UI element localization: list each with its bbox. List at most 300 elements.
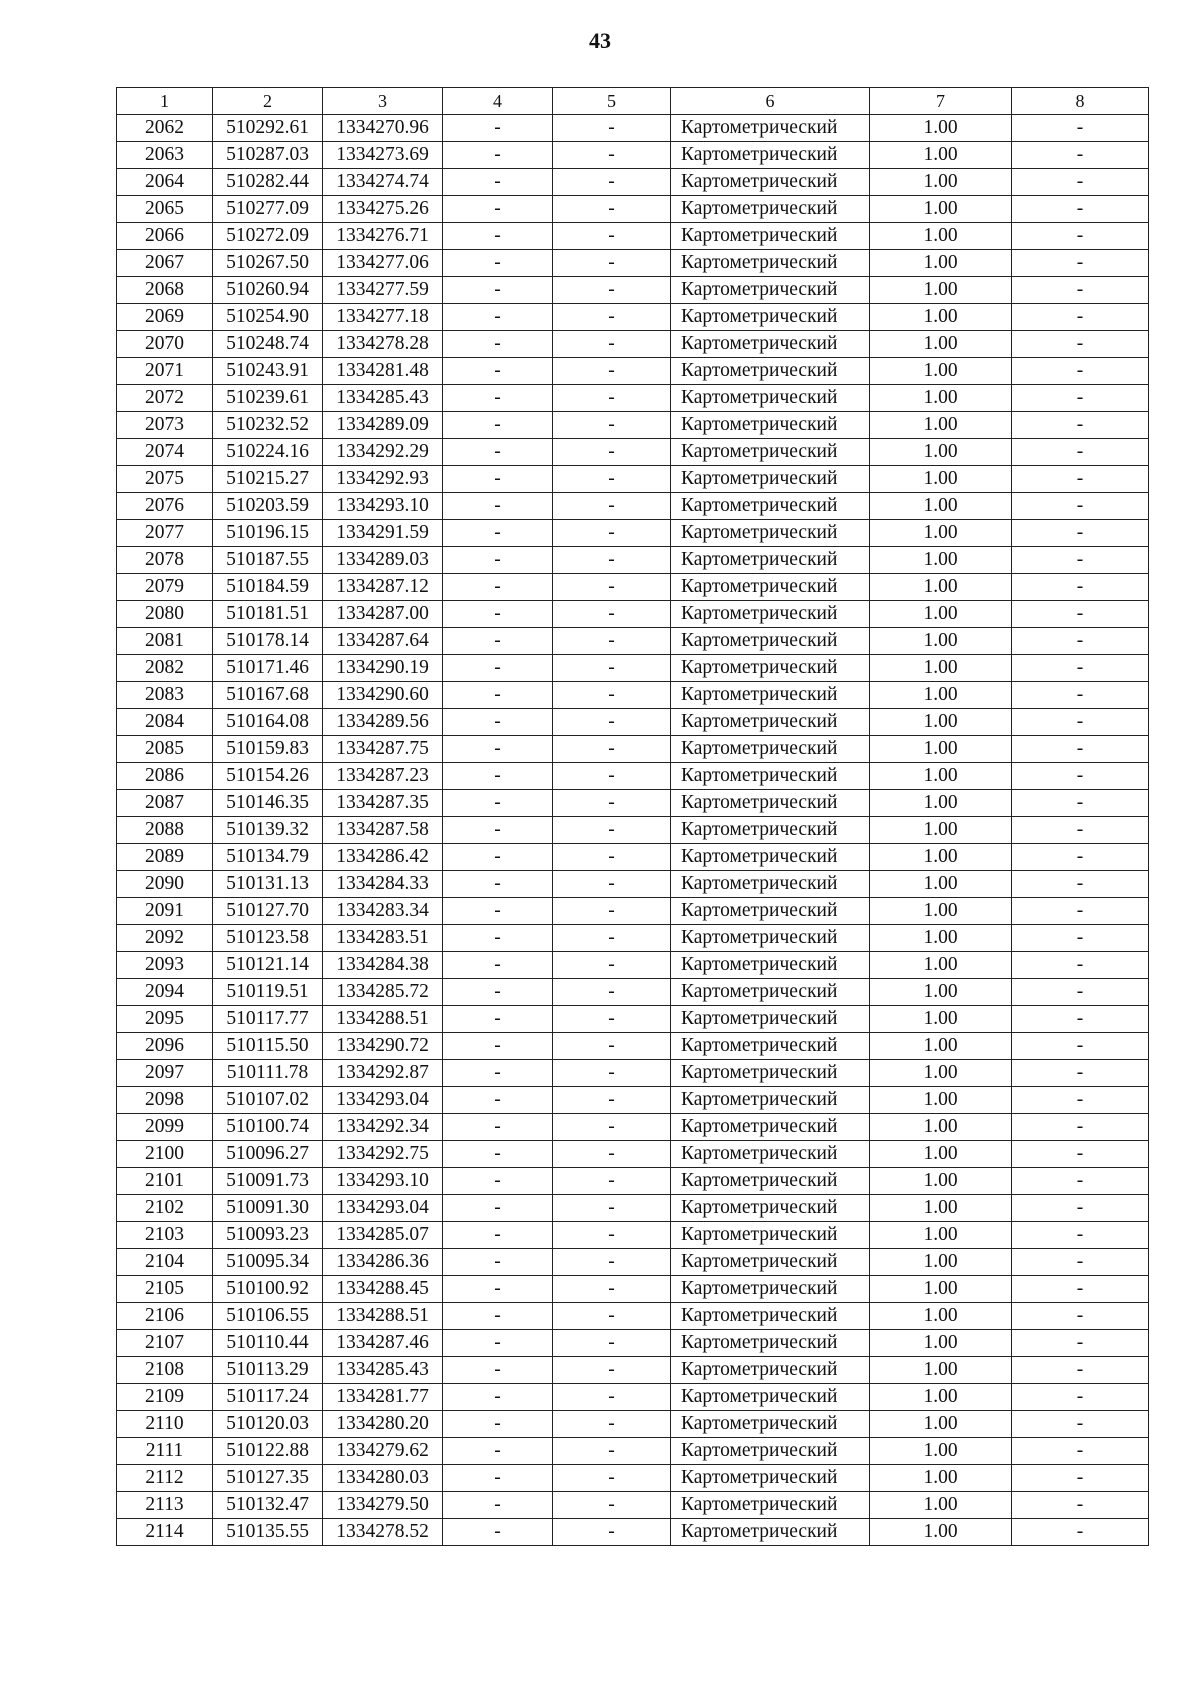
table-cell-col-1: 2091 <box>117 898 213 925</box>
table-cell-col-4: - <box>443 520 553 547</box>
table-cell-col-4: - <box>443 763 553 790</box>
table-cell-col-6: Картометрический <box>671 547 870 574</box>
table-cell-col-4: - <box>443 1357 553 1384</box>
table-cell-col-5: - <box>553 628 671 655</box>
table-cell-col-6: Картометрический <box>671 1438 870 1465</box>
table-cell-col-2: 510091.30 <box>213 1195 323 1222</box>
table-cell-col-6: Картометрический <box>671 1384 870 1411</box>
table-cell-col-8: - <box>1012 142 1149 169</box>
table-cell-col-7: 1.00 <box>870 493 1012 520</box>
table-row <box>117 358 1149 385</box>
table-cell-col-2: 510100.92 <box>213 1276 323 1303</box>
table-cell-col-6: Картометрический <box>671 1519 870 1546</box>
table-cell-col-3: 1334281.77 <box>323 1384 443 1411</box>
table-cell-col-3: 1334277.59 <box>323 277 443 304</box>
table-cell-col-5: - <box>553 169 671 196</box>
table-cell-col-2: 510243.91 <box>213 358 323 385</box>
table-cell-col-8: - <box>1012 223 1149 250</box>
table-cell-col-4: - <box>443 1411 553 1438</box>
table-cell-col-2: 510254.90 <box>213 304 323 331</box>
table-cell-col-5: - <box>553 196 671 223</box>
table-cell-col-2: 510127.35 <box>213 1465 323 1492</box>
table-cell-col-2: 510154.26 <box>213 763 323 790</box>
table-cell-col-1: 2077 <box>117 520 213 547</box>
table-cell-col-4: - <box>443 1141 553 1168</box>
table-cell-col-5: - <box>553 601 671 628</box>
table-cell-col-4: - <box>443 979 553 1006</box>
table-cell-col-7: 1.00 <box>870 304 1012 331</box>
table-cell-col-7: 1.00 <box>870 250 1012 277</box>
table-cell-col-2: 510096.27 <box>213 1141 323 1168</box>
table-cell-col-5: - <box>553 412 671 439</box>
column-header-1: 1 <box>117 88 213 115</box>
table-cell-col-3: 1334279.62 <box>323 1438 443 1465</box>
table-cell-col-2: 510110.44 <box>213 1330 323 1357</box>
table-cell-col-1: 2094 <box>117 979 213 1006</box>
table-cell-col-3: 1334287.23 <box>323 763 443 790</box>
table-cell-col-5: - <box>553 223 671 250</box>
table-cell-col-7: 1.00 <box>870 1006 1012 1033</box>
column-header-6: 6 <box>671 88 870 115</box>
table-cell-col-1: 2095 <box>117 1006 213 1033</box>
table-cell-col-5: - <box>553 1492 671 1519</box>
table-cell-col-1: 2098 <box>117 1087 213 1114</box>
table-cell-col-2: 510117.24 <box>213 1384 323 1411</box>
table-cell-col-3: 1334278.52 <box>323 1519 443 1546</box>
table-cell-col-4: - <box>443 1060 553 1087</box>
table-cell-col-5: - <box>553 655 671 682</box>
table-cell-col-5: - <box>553 709 671 736</box>
table-cell-col-8: - <box>1012 628 1149 655</box>
table-cell-col-8: - <box>1012 736 1149 763</box>
table-cell-col-4: - <box>443 682 553 709</box>
table-cell-col-8: - <box>1012 1411 1149 1438</box>
table-cell-col-3: 1334289.56 <box>323 709 443 736</box>
table-cell-col-6: Картометрический <box>671 1222 870 1249</box>
table-cell-col-7: 1.00 <box>870 385 1012 412</box>
table-cell-col-3: 1334275.26 <box>323 196 443 223</box>
table-cell-col-8: - <box>1012 466 1149 493</box>
table-cell-col-8: - <box>1012 601 1149 628</box>
table-cell-col-6: Картометрический <box>671 628 870 655</box>
table-cell-col-2: 510272.09 <box>213 223 323 250</box>
table-row <box>117 817 1149 844</box>
table-cell-col-6: Картометрический <box>671 412 870 439</box>
table-cell-col-4: - <box>443 547 553 574</box>
table-cell-col-5: - <box>553 1141 671 1168</box>
table-cell-col-2: 510159.83 <box>213 736 323 763</box>
table-row <box>117 844 1149 871</box>
table-cell-col-3: 1334287.64 <box>323 628 443 655</box>
table-cell-col-7: 1.00 <box>870 817 1012 844</box>
table-cell-col-5: - <box>553 736 671 763</box>
table-cell-col-4: - <box>443 1249 553 1276</box>
table-cell-col-1: 2113 <box>117 1492 213 1519</box>
table-cell-col-3: 1334277.18 <box>323 304 443 331</box>
table-cell-col-8: - <box>1012 250 1149 277</box>
table-cell-col-6: Картометрический <box>671 1114 870 1141</box>
table-cell-col-5: - <box>553 844 671 871</box>
table-cell-col-6: Картометрический <box>671 385 870 412</box>
table-cell-col-2: 510292.61 <box>213 115 323 142</box>
table-cell-col-8: - <box>1012 871 1149 898</box>
table-row <box>117 412 1149 439</box>
table-cell-col-7: 1.00 <box>870 898 1012 925</box>
table-cell-col-3: 1334285.07 <box>323 1222 443 1249</box>
column-header-7: 7 <box>870 88 1012 115</box>
table-cell-col-3: 1334287.46 <box>323 1330 443 1357</box>
table-cell-col-5: - <box>553 952 671 979</box>
table-cell-col-1: 2093 <box>117 952 213 979</box>
table-cell-col-3: 1334274.74 <box>323 169 443 196</box>
table-cell-col-7: 1.00 <box>870 196 1012 223</box>
table-cell-col-2: 510111.78 <box>213 1060 323 1087</box>
table-cell-col-8: - <box>1012 1114 1149 1141</box>
table-cell-col-8: - <box>1012 547 1149 574</box>
table-cell-col-3: 1334293.04 <box>323 1087 443 1114</box>
table-cell-col-3: 1334281.48 <box>323 358 443 385</box>
table-cell-col-8: - <box>1012 412 1149 439</box>
table-row <box>117 1222 1149 1249</box>
table-cell-col-5: - <box>553 1303 671 1330</box>
table-cell-col-1: 2100 <box>117 1141 213 1168</box>
table-cell-col-8: - <box>1012 277 1149 304</box>
table-cell-col-8: - <box>1012 1249 1149 1276</box>
table-cell-col-3: 1334287.00 <box>323 601 443 628</box>
table-cell-col-7: 1.00 <box>870 628 1012 655</box>
table-cell-col-6: Картометрический <box>671 763 870 790</box>
table-row <box>117 115 1149 142</box>
table-cell-col-7: 1.00 <box>870 169 1012 196</box>
table-cell-col-1: 2076 <box>117 493 213 520</box>
table-cell-col-3: 1334292.87 <box>323 1060 443 1087</box>
table-cell-col-5: - <box>553 1195 671 1222</box>
table-cell-col-5: - <box>553 763 671 790</box>
table-cell-col-7: 1.00 <box>870 412 1012 439</box>
table-cell-col-3: 1334280.20 <box>323 1411 443 1438</box>
table-cell-col-2: 510095.34 <box>213 1249 323 1276</box>
table-cell-col-3: 1334292.29 <box>323 439 443 466</box>
table-cell-col-6: Картометрический <box>671 250 870 277</box>
table-cell-col-6: Картометрический <box>671 331 870 358</box>
table-cell-col-6: Картометрический <box>671 142 870 169</box>
table-cell-col-4: - <box>443 925 553 952</box>
table-cell-col-3: 1334289.03 <box>323 547 443 574</box>
table-cell-col-1: 2104 <box>117 1249 213 1276</box>
table-cell-col-3: 1334270.96 <box>323 115 443 142</box>
table-cell-col-7: 1.00 <box>870 1384 1012 1411</box>
table-cell-col-7: 1.00 <box>870 223 1012 250</box>
table-cell-col-3: 1334287.35 <box>323 790 443 817</box>
table-cell-col-7: 1.00 <box>870 547 1012 574</box>
table-cell-col-8: - <box>1012 520 1149 547</box>
table-cell-col-4: - <box>443 655 553 682</box>
table-cell-col-6: Картометрический <box>671 223 870 250</box>
table-cell-col-5: - <box>553 1438 671 1465</box>
table-cell-col-4: - <box>443 790 553 817</box>
table-cell-col-7: 1.00 <box>870 763 1012 790</box>
table-cell-col-1: 2074 <box>117 439 213 466</box>
table-cell-col-2: 510146.35 <box>213 790 323 817</box>
table-cell-col-1: 2107 <box>117 1330 213 1357</box>
table-cell-col-7: 1.00 <box>870 871 1012 898</box>
table-cell-col-7: 1.00 <box>870 1330 1012 1357</box>
column-header-4: 4 <box>443 88 553 115</box>
table-cell-col-4: - <box>443 898 553 925</box>
table-cell-col-4: - <box>443 1438 553 1465</box>
table-row <box>117 1006 1149 1033</box>
table-row <box>117 304 1149 331</box>
table-cell-col-8: - <box>1012 1087 1149 1114</box>
table-cell-col-5: - <box>553 115 671 142</box>
table-cell-col-4: - <box>443 1033 553 1060</box>
table-row <box>117 790 1149 817</box>
table-cell-col-8: - <box>1012 1330 1149 1357</box>
table-row <box>117 1519 1149 1546</box>
table-cell-col-7: 1.00 <box>870 1141 1012 1168</box>
table-row <box>117 169 1149 196</box>
table-cell-col-7: 1.00 <box>870 1492 1012 1519</box>
table-cell-col-6: Картометрический <box>671 493 870 520</box>
table-cell-col-6: Картометрический <box>671 1357 870 1384</box>
table-cell-col-6: Картометрический <box>671 979 870 1006</box>
table-cell-col-3: 1334290.72 <box>323 1033 443 1060</box>
table-cell-col-3: 1334293.10 <box>323 1168 443 1195</box>
table-cell-col-4: - <box>443 196 553 223</box>
table-cell-col-2: 510239.61 <box>213 385 323 412</box>
table-cell-col-8: - <box>1012 1141 1149 1168</box>
page-number: 43 <box>589 28 611 53</box>
table-cell-col-7: 1.00 <box>870 1087 1012 1114</box>
table-cell-col-1: 2109 <box>117 1384 213 1411</box>
table-cell-col-2: 510131.13 <box>213 871 323 898</box>
table-row <box>117 439 1149 466</box>
table-cell-col-7: 1.00 <box>870 1357 1012 1384</box>
table-cell-col-1: 2078 <box>117 547 213 574</box>
table-row <box>117 952 1149 979</box>
table-cell-col-4: - <box>443 1519 553 1546</box>
table-cell-col-3: 1334283.34 <box>323 898 443 925</box>
table-row <box>117 1249 1149 1276</box>
table-cell-col-2: 510135.55 <box>213 1519 323 1546</box>
table-row <box>117 1087 1149 1114</box>
table-cell-col-2: 510117.77 <box>213 1006 323 1033</box>
table-cell-col-3: 1334285.72 <box>323 979 443 1006</box>
table-row <box>117 763 1149 790</box>
table-cell-col-7: 1.00 <box>870 1033 1012 1060</box>
table-cell-col-5: - <box>553 1411 671 1438</box>
table-cell-col-7: 1.00 <box>870 1114 1012 1141</box>
table-cell-col-3: 1334286.42 <box>323 844 443 871</box>
table-cell-col-4: - <box>443 574 553 601</box>
table-cell-col-7: 1.00 <box>870 142 1012 169</box>
table-cell-col-5: - <box>553 520 671 547</box>
table-cell-col-3: 1334291.59 <box>323 520 443 547</box>
table-cell-col-1: 2088 <box>117 817 213 844</box>
table-cell-col-7: 1.00 <box>870 1222 1012 1249</box>
table-cell-col-6: Картометрический <box>671 898 870 925</box>
table-cell-col-8: - <box>1012 331 1149 358</box>
table-cell-col-4: - <box>443 331 553 358</box>
table-cell-col-3: 1334287.12 <box>323 574 443 601</box>
table-cell-col-4: - <box>443 628 553 655</box>
table-cell-col-4: - <box>443 601 553 628</box>
table-cell-col-8: - <box>1012 1276 1149 1303</box>
table-cell-col-8: - <box>1012 898 1149 925</box>
table-cell-col-1: 2067 <box>117 250 213 277</box>
table-cell-col-1: 2069 <box>117 304 213 331</box>
table-cell-col-4: - <box>443 304 553 331</box>
table-row <box>117 385 1149 412</box>
table-cell-col-8: - <box>1012 682 1149 709</box>
table-cell-col-2: 510121.14 <box>213 952 323 979</box>
table-cell-col-6: Картометрический <box>671 277 870 304</box>
table-cell-col-2: 510282.44 <box>213 169 323 196</box>
table-cell-col-1: 2089 <box>117 844 213 871</box>
table-row <box>117 1384 1149 1411</box>
table-cell-col-1: 2099 <box>117 1114 213 1141</box>
table-row <box>117 1465 1149 1492</box>
table-cell-col-8: - <box>1012 979 1149 1006</box>
table-cell-col-1: 2111 <box>117 1438 213 1465</box>
table-cell-col-3: 1334285.43 <box>323 1357 443 1384</box>
coordinates-table <box>116 87 1149 1546</box>
table-cell-col-3: 1334290.60 <box>323 682 443 709</box>
table-cell-col-6: Картометрический <box>671 601 870 628</box>
table-row <box>117 1438 1149 1465</box>
table-cell-col-1: 2101 <box>117 1168 213 1195</box>
table-cell-col-7: 1.00 <box>870 466 1012 493</box>
table-cell-col-6: Картометрический <box>671 1465 870 1492</box>
table-cell-col-3: 1334280.03 <box>323 1465 443 1492</box>
table-header <box>117 88 1149 115</box>
table-row <box>117 925 1149 952</box>
table-cell-col-5: - <box>553 1384 671 1411</box>
table-cell-col-2: 510260.94 <box>213 277 323 304</box>
table-cell-col-8: - <box>1012 1168 1149 1195</box>
table-cell-col-4: - <box>443 952 553 979</box>
table-row <box>117 1033 1149 1060</box>
table-cell-col-8: - <box>1012 1303 1149 1330</box>
table-cell-col-1: 2066 <box>117 223 213 250</box>
table-cell-col-5: - <box>553 817 671 844</box>
table-row <box>117 601 1149 628</box>
table-cell-col-7: 1.00 <box>870 520 1012 547</box>
table-cell-col-4: - <box>443 1087 553 1114</box>
table-cell-col-7: 1.00 <box>870 1303 1012 1330</box>
table-cell-col-2: 510277.09 <box>213 196 323 223</box>
table-cell-col-2: 510164.08 <box>213 709 323 736</box>
table-cell-col-4: - <box>443 1492 553 1519</box>
table-cell-col-1: 2070 <box>117 331 213 358</box>
table-cell-col-7: 1.00 <box>870 682 1012 709</box>
table-cell-col-1: 2086 <box>117 763 213 790</box>
table-cell-col-4: - <box>443 466 553 493</box>
table-cell-col-8: - <box>1012 952 1149 979</box>
table-cell-col-4: - <box>443 709 553 736</box>
column-header-2: 2 <box>213 88 323 115</box>
table-cell-col-4: - <box>443 142 553 169</box>
table-cell-col-7: 1.00 <box>870 1276 1012 1303</box>
table-cell-col-3: 1334293.04 <box>323 1195 443 1222</box>
table-cell-col-8: - <box>1012 763 1149 790</box>
table-cell-col-1: 2112 <box>117 1465 213 1492</box>
table-cell-col-1: 2110 <box>117 1411 213 1438</box>
table-cell-col-5: - <box>553 1006 671 1033</box>
table-cell-col-6: Картометрический <box>671 817 870 844</box>
table-cell-col-4: - <box>443 1222 553 1249</box>
table-cell-col-4: - <box>443 817 553 844</box>
table-cell-col-2: 510187.55 <box>213 547 323 574</box>
table-cell-col-6: Картометрический <box>671 1249 870 1276</box>
table-cell-col-6: Картометрический <box>671 682 870 709</box>
table-cell-col-5: - <box>553 1519 671 1546</box>
table-cell-col-7: 1.00 <box>870 1519 1012 1546</box>
table-cell-col-8: - <box>1012 1492 1149 1519</box>
table-cell-col-5: - <box>553 1168 671 1195</box>
table-cell-col-8: - <box>1012 115 1149 142</box>
table-cell-col-2: 510167.68 <box>213 682 323 709</box>
table-cell-col-2: 510171.46 <box>213 655 323 682</box>
table-row <box>117 1303 1149 1330</box>
table-cell-col-8: - <box>1012 790 1149 817</box>
table-cell-col-7: 1.00 <box>870 358 1012 385</box>
table-cell-col-2: 510106.55 <box>213 1303 323 1330</box>
table-cell-col-5: - <box>553 493 671 520</box>
table-cell-col-5: - <box>553 979 671 1006</box>
table-cell-col-5: - <box>553 1060 671 1087</box>
table-row <box>117 709 1149 736</box>
table-cell-col-1: 2106 <box>117 1303 213 1330</box>
table-cell-col-1: 2071 <box>117 358 213 385</box>
table-cell-col-1: 2073 <box>117 412 213 439</box>
table-row <box>117 1168 1149 1195</box>
table-row <box>117 1492 1149 1519</box>
table-cell-col-4: - <box>443 871 553 898</box>
table-cell-col-8: - <box>1012 844 1149 871</box>
table-cell-col-3: 1334288.45 <box>323 1276 443 1303</box>
table-cell-col-1: 2105 <box>117 1276 213 1303</box>
table-cell-col-3: 1334277.06 <box>323 250 443 277</box>
table-cell-col-5: - <box>553 142 671 169</box>
table-row <box>117 1357 1149 1384</box>
table-cell-col-6: Картометрический <box>671 1411 870 1438</box>
table-cell-col-5: - <box>553 1114 671 1141</box>
table-cell-col-4: - <box>443 1006 553 1033</box>
table-cell-col-5: - <box>553 385 671 412</box>
table-cell-col-3: 1334273.69 <box>323 142 443 169</box>
table-cell-col-3: 1334292.93 <box>323 466 443 493</box>
table-cell-col-8: - <box>1012 1384 1149 1411</box>
table-row <box>117 979 1149 1006</box>
table-cell-col-3: 1334293.10 <box>323 493 443 520</box>
table-cell-col-5: - <box>553 925 671 952</box>
table-cell-col-1: 2085 <box>117 736 213 763</box>
table-cell-col-3: 1334290.19 <box>323 655 443 682</box>
table-cell-col-7: 1.00 <box>870 1060 1012 1087</box>
table-cell-col-1: 2063 <box>117 142 213 169</box>
table-cell-col-3: 1334286.36 <box>323 1249 443 1276</box>
table-cell-col-3: 1334287.75 <box>323 736 443 763</box>
table-cell-col-6: Картометрический <box>671 1330 870 1357</box>
table-cell-col-7: 1.00 <box>870 1249 1012 1276</box>
table-cell-col-6: Картометрический <box>671 1087 870 1114</box>
table-cell-col-7: 1.00 <box>870 979 1012 1006</box>
table-cell-col-7: 1.00 <box>870 1168 1012 1195</box>
table-cell-col-2: 510287.03 <box>213 142 323 169</box>
table-cell-col-4: - <box>443 493 553 520</box>
table-cell-col-2: 510248.74 <box>213 331 323 358</box>
